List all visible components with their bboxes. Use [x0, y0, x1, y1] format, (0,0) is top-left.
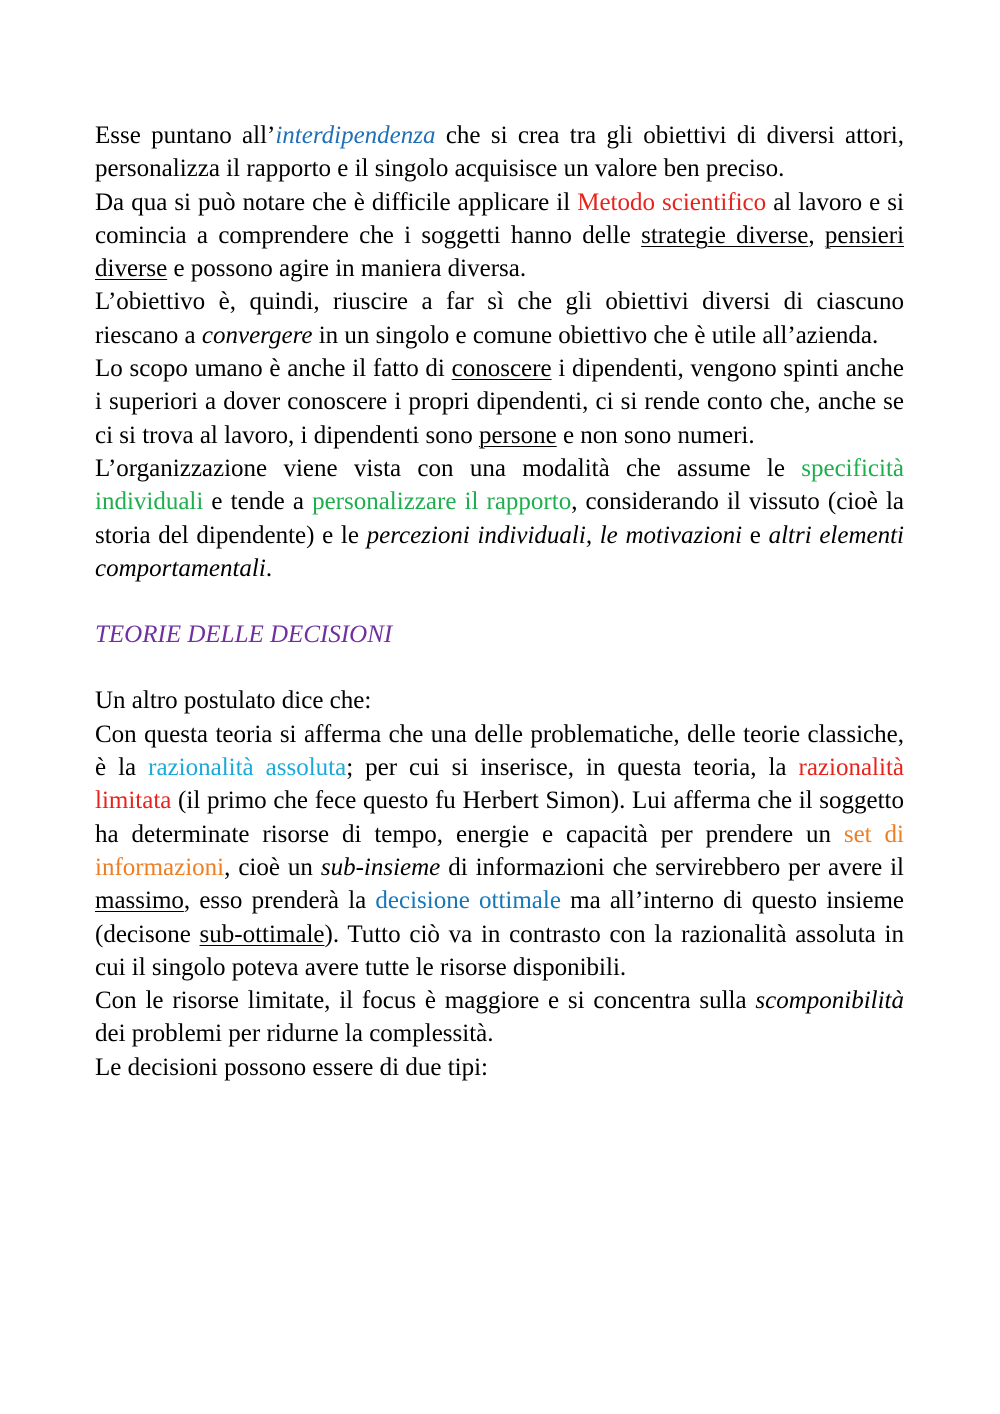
highlight-personalizzare-rapporto: personalizzare il rapporto	[312, 488, 572, 516]
text-run: i dipendenti, vengono spinti anche i superiori a dover conoscere i propri dipendenti, ci si rende conto che, anche se ci si trova al lavoro, i dipendenti sono	[95, 355, 904, 449]
text-run: e tende a	[203, 488, 313, 516]
text-run: Esse puntano all’	[95, 122, 276, 149]
text-run: di informazioni che servirebbero per avere il	[440, 853, 904, 881]
underline-strategie-diverse: strategie diverse	[641, 221, 809, 249]
text-run: che si crea tra gli obiettivi di diversi attori, personalizza il rapporto e il singolo acquisisce un valore ben preciso.	[95, 122, 905, 183]
highlight-decisione-ottimale: decisione ottimale	[375, 887, 561, 915]
text-run: , considerando il vissuto (cioè la storia del dipendente) e le	[95, 488, 904, 549]
highlight-metodo-scientifico: Metodo scientifico	[577, 188, 767, 216]
text-run: ,	[808, 221, 825, 249]
text-run: ma all’interno di questo insieme (decisone	[95, 887, 904, 948]
italic-percezioni-individuali: percezioni individuali	[366, 521, 586, 549]
text-run: dei problemi per ridurne la complessità.	[95, 1020, 494, 1048]
underline-massimo: massimo	[95, 887, 184, 915]
text-run: ; per cui si inserisce, in questa teoria, la	[346, 754, 799, 782]
paragraph-scopo-umano	[95, 352, 904, 452]
highlight-razionalita-assoluta: razionalità assoluta	[148, 754, 347, 782]
underline-sub-ottimale: sub-ottimale	[199, 920, 325, 948]
paragraph-interdipendenza	[95, 119, 904, 186]
highlight-interdipendenza: interdipendenza	[275, 122, 436, 149]
text-run: L’organizzazione viene vista con una modalità che assume le	[95, 454, 802, 482]
text-run: e non sono numeri.	[556, 421, 755, 449]
text-run: Da qua si può notare che è difficile applicare il	[95, 188, 578, 216]
italic-sub-insieme: sub-insieme	[320, 853, 441, 881]
text-run: al lavoro e si comincia a comprendere che i soggetti hanno delle	[95, 188, 904, 249]
paragraph-postulato: Un altro postulato dice che:	[95, 687, 372, 715]
section-heading: TEORIE DELLE DECISIONI	[95, 621, 393, 649]
text-run: ,	[585, 521, 600, 549]
highlight-razionalita-limitata: razionalità limitata	[95, 754, 904, 815]
highlight-set-di-informazioni: set di informazioni	[95, 820, 904, 881]
text-run: Con le risorse limitate, il focus è maggiore e si concentra sulla	[95, 987, 756, 1015]
underline-persone: persone	[478, 421, 557, 449]
paragraph-metodo-scientifico	[95, 186, 904, 286]
italic-motivazioni: le motivazioni	[599, 521, 743, 549]
italic-convergere: convergere	[201, 321, 313, 349]
text-run: .	[265, 554, 273, 582]
paragraph-risorse-limitate	[95, 984, 904, 1051]
underline-pensieri-diverse: pensieri diverse	[95, 221, 905, 283]
text-run: e	[742, 521, 769, 549]
underline-conoscere: conoscere	[451, 355, 552, 383]
text-run: Lo scopo umano è anche il fatto di	[95, 355, 452, 383]
paragraph-organizzazione	[95, 452, 904, 585]
text-run: , esso prenderà la	[183, 887, 376, 915]
text-run: , cioè un	[224, 853, 321, 881]
text-run: L’obiettivo è, quindi, riuscire a far sì che gli obiettivi diversi di ciascuno riescano a	[95, 288, 904, 349]
text-run: Con questa teoria si afferma che una delle problematiche, delle teorie classiche, è la	[95, 720, 904, 782]
text-run: e possono agire in maniera diversa.	[167, 255, 527, 283]
paragraph-obiettivo	[95, 285, 904, 352]
text-run: (il primo che fece questo fu Herbert Simon). Lui afferma che il soggetto ha determinate risorse di tempo, energie e capacità per prendere un	[95, 787, 904, 848]
text-run: ). Tutto ciò va in contrasto con la razionalità assoluta in cui il singolo poteva avere tutte le risorse disponibili.	[95, 920, 904, 981]
paragraph-razionalita	[95, 718, 904, 984]
document-body	[95, 119, 904, 1084]
highlight-specificita-individuali: specificità individuali	[95, 454, 904, 516]
italic-scomponibilita: scomponibilità	[755, 987, 904, 1015]
paragraph-decisioni-tipi: Le decisioni possono essere di due tipi:	[95, 1053, 488, 1081]
text-run: in un singolo e comune obiettivo che è utile all’azienda.	[312, 321, 879, 349]
italic-altri-elementi: altri elementi comportamentali	[95, 521, 904, 582]
